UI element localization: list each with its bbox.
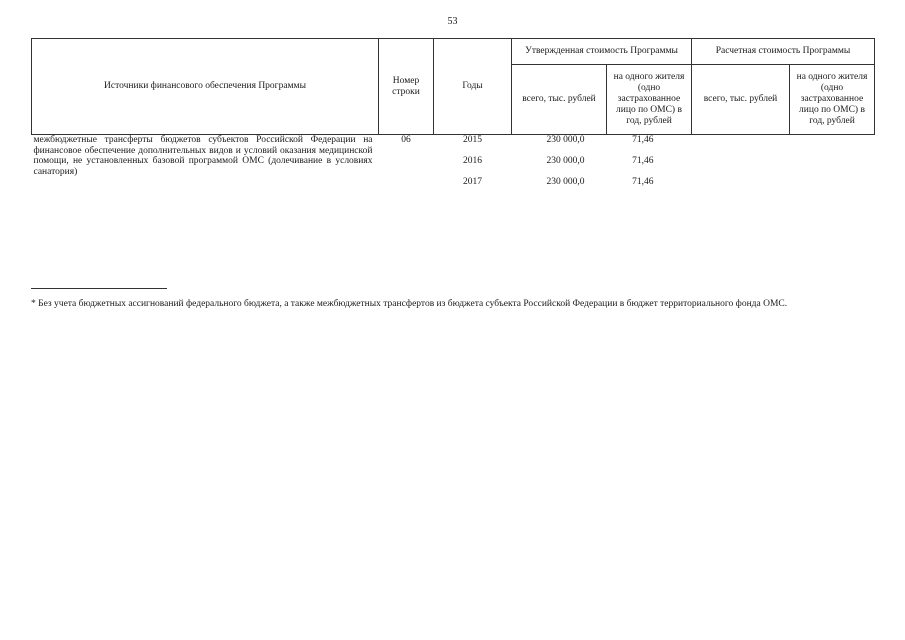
approved-total-cell: 230 000,0 bbox=[546, 177, 585, 187]
source-cell: межбюджетные трансферты бюджетов субъектов Российской Федерации на финансовое обеспечение дополнительных видов и условий оказания медицинской помощи, не установленных базовой программой ОМС (долечивание в условиях санатория) bbox=[33, 135, 373, 177]
header-approved-cost: Утвержденная стоимость Программы bbox=[512, 39, 692, 65]
header-years: Годы bbox=[434, 39, 512, 135]
calculated-per-cell bbox=[790, 135, 875, 157]
footnote: * Без учета бюджетных ассигнований федерального бюджета, а также межбюджетных трансфертов из бюджета субъекта Российской Федерации в бюджет территориального фонда ОМС. bbox=[31, 299, 788, 309]
approved-per-cell: 71,46 bbox=[632, 177, 654, 187]
header-sources: Источники финансового обеспечения Программы bbox=[32, 39, 379, 135]
approved-total-cell: 230 000,0 bbox=[546, 135, 585, 145]
year-cell: 2016 bbox=[463, 156, 482, 166]
year-cell: 2017 bbox=[463, 177, 482, 187]
calculated-per-cell bbox=[790, 156, 875, 177]
calculated-total-cell bbox=[692, 177, 790, 198]
year-cell: 2015 bbox=[463, 135, 482, 145]
approved-per-cell: 71,46 bbox=[632, 156, 654, 166]
header-calculated-cost: Расчетная стоимость Программы bbox=[692, 39, 875, 65]
calculated-total-cell bbox=[692, 156, 790, 177]
header-approved-total: всего, тыс. рублей bbox=[512, 65, 607, 135]
page-number: 53 bbox=[447, 16, 458, 27]
header-calculated-per-resident: на одного жителя (одно застрахованное лицо по ОМС) в год, рублей bbox=[790, 65, 875, 135]
calculated-per-cell bbox=[790, 177, 875, 198]
table-row bbox=[32, 135, 875, 157]
header-approved-per-resident: на одного жителя (одно застрахованное лицо по ОМС) в год, рублей bbox=[607, 65, 692, 135]
approved-total-cell: 230 000,0 bbox=[546, 156, 585, 166]
row-number-cell: 06 bbox=[401, 135, 411, 145]
approved-per-cell: 71,46 bbox=[632, 135, 654, 145]
header-row-number: Номер строки bbox=[379, 39, 434, 135]
calculated-total-cell bbox=[692, 135, 790, 157]
financing-table bbox=[31, 38, 875, 198]
header-calculated-total: всего, тыс. рублей bbox=[692, 65, 790, 135]
footnote-divider bbox=[31, 288, 167, 289]
